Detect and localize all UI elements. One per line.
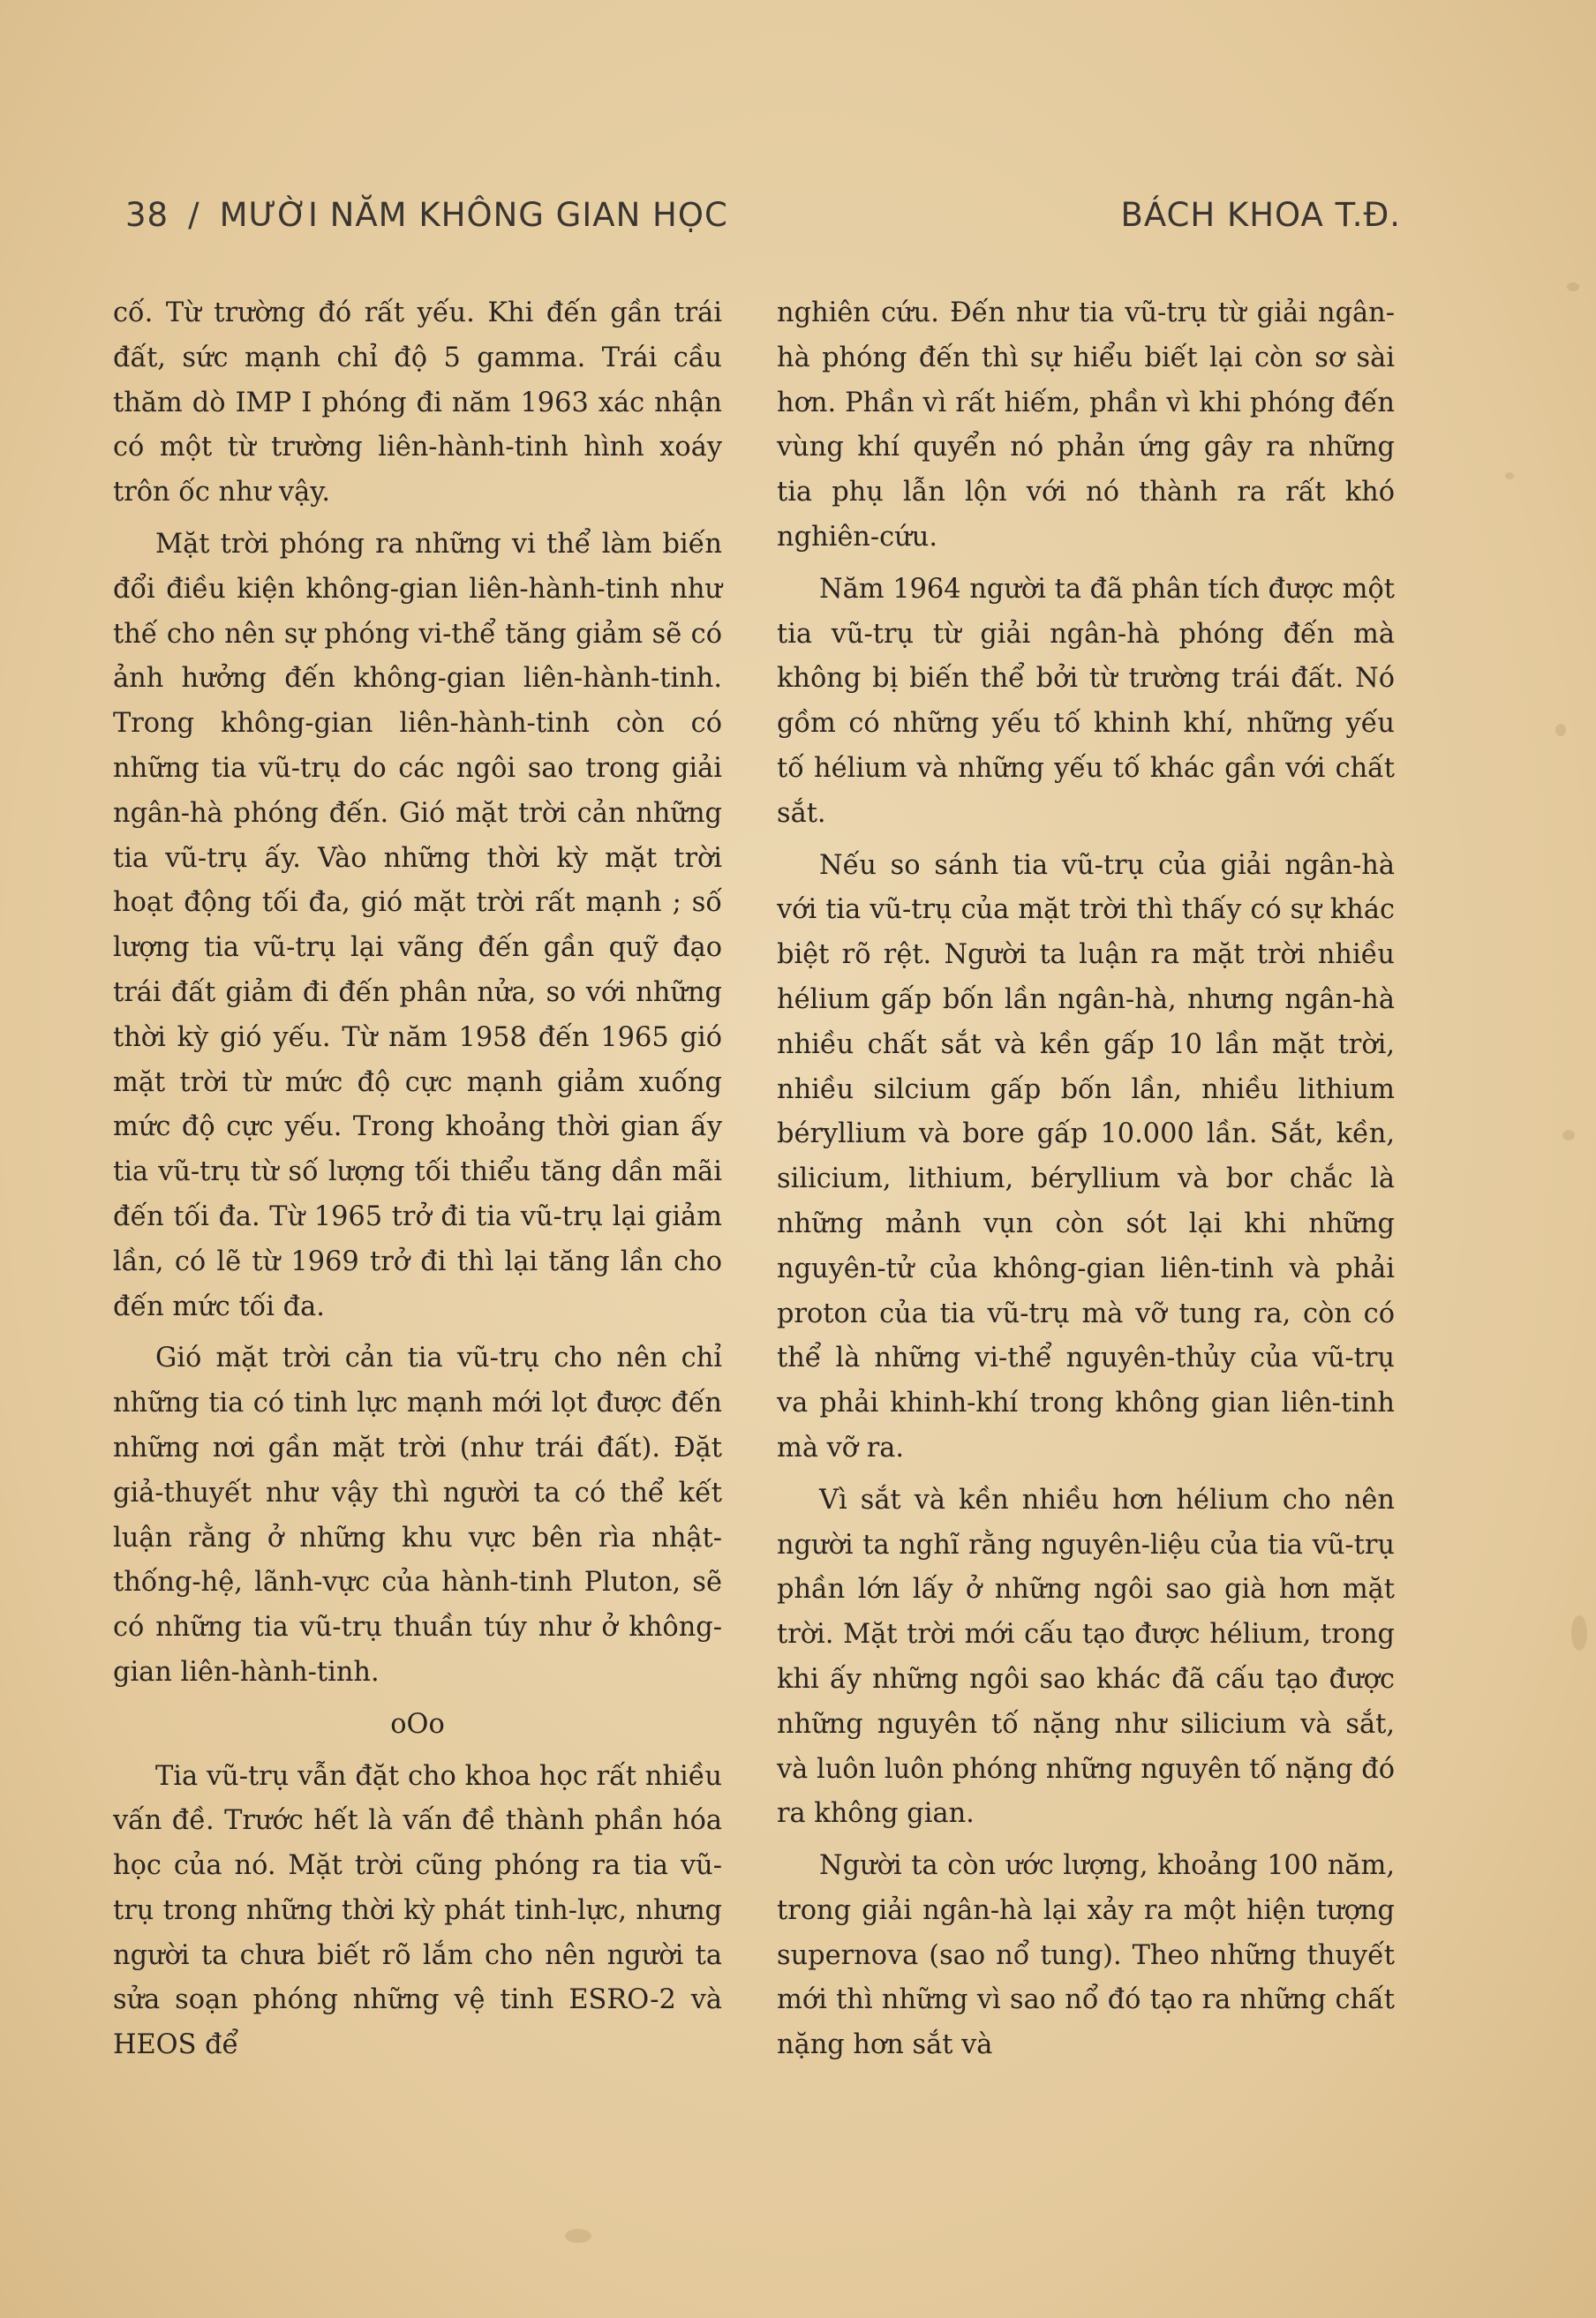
paragraph: nghiên cứu. Đến như tia vũ-trụ từ giải ngân-hà phóng đến thì sự hiểu biết lại còn sơ sài hơn. Phần vì rất hiếm, phần vì khi phóng đến vùng khí quyển nó phản ứng gây ra những tia phụ lẫn lộn với nó thành ra rất khó nghiên-cứu. — [777, 297, 1395, 553]
paragraph: Gió mặt trời cản tia vũ-trụ cho nên chỉ những tia có tinh lực mạnh mới lọt được đến những nơi gần mặt trời (như trái đất). Đặt giả-thuyết như vậy thì người ta có thể kết luận rằng ở những khu vực bên rìa nhật-thống-hệ, lãnh-vực của hành-tinh Pluton, sẽ có những tia vũ-trụ thuần túy như ở không-gian liên-hành-tinh. — [113, 1343, 722, 1688]
header-left — [125, 196, 728, 234]
paper-stain — [1555, 724, 1566, 736]
paper-stain — [1567, 282, 1579, 291]
paragraph: Tia vũ-trụ vẫn đặt cho khoa học rất nhiều vấn đề. Trước hết là vấn đề thành phần hóa học của nó. Mặt trời cũng phóng ra tia vũ-trụ trong những thời kỳ phát tinh-lực, nhưng người ta chưa biết rõ lắm cho nên người ta sửa soạn phóng những vệ tinh ESRO-2 và HEOS để — [113, 1760, 722, 2061]
header-separator: / — [188, 196, 200, 234]
paragraph: Người ta còn ước lượng, khoảng 100 năm, trong giải ngân-hà lại xảy ra một hiện tượng supernova (sao nổ tung). Theo những thuyết mới thì những vì sao nổ đó tạo ra những chất nặng hơn sắt và — [777, 1850, 1395, 2061]
section-divider: oOo — [390, 1708, 445, 1740]
paper-stain — [1505, 472, 1514, 479]
page-number: 38 — [125, 196, 169, 234]
paragraph: Nếu so sánh tia vũ-trụ của giải ngân-hà với tia vũ-trụ của mặt trời thì thấy có sự khác biệt rõ rệt. Người ta luận ra mặt trời nhiều hélium gấp bốn lần ngân-hà, nhưng ngân-hà nhiều chất sắt và kền gấp 10 lần mặt trời, nhiều silcium gấp bốn lần, nhiều lithium béryllium và bore gấp 10.000 lần. Sắt, kền, silicium, lithium, béryllium và bor chắc là những mảnh vụn còn sót lại khi những nguyên-tử của không-gian liên-tinh và phải proton của tia vũ-trụ mà vỡ tung ra, còn có thể là những vi-thể nguyên-thủy của vũ-trụ va phải khinh-khí trong không gian liên-tinh mà vỡ ra. — [777, 849, 1395, 1464]
running-title: MƯỜI NĂM KHÔNG GIAN HỌC — [219, 196, 728, 234]
left-column — [113, 291, 722, 2233]
page-header — [125, 196, 1401, 249]
paragraph: cố. Từ trường đó rất yếu. Khi đến gần trái đất, sức mạnh chỉ độ 5 gamma. Trái cầu thăm dò IMP I phóng đi năm 1963 xác nhận có một từ trường liên-hành-tinh hình xoáy trôn ốc như vậy. — [113, 297, 722, 508]
paragraph: Vì sắt và kền nhiều hơn hélium cho nên người ta nghĩ rằng nguyên-liệu của tia vũ-trụ phần lớn lấy ở những ngôi sao già hơn mặt trời. Mặt trời mới cấu tạo được hélium, trong khi ấy những ngôi sao khác đã cấu tạo được những nguyên tố nặng như silicium và sắt, và luôn luôn phóng những nguyên tố nặng đó ra không gian. — [777, 1484, 1395, 1830]
right-column — [777, 291, 1395, 2233]
paper-stain — [1571, 1615, 1587, 1651]
paragraph: Năm 1964 người ta đã phân tích được một tia vũ-trụ từ giải ngân-hà phóng đến mà không bị biến thể bởi từ trường trái đất. Nó gồm có những yếu tố khinh khí, những yếu tố hélium và những yếu tố khác gần với chất sắt. — [777, 573, 1395, 829]
paper-stain — [1562, 1130, 1575, 1140]
publication-name: BÁCH KHOA T.Đ. — [1120, 196, 1401, 234]
paragraph: Mặt trời phóng ra những vi thể làm biến đổi điều kiện không-gian liên-hành-tinh như thế cho nên sự phóng vi-thể tăng giảm sẽ có ảnh hưởng đến không-gian liên-hành-tinh. Trong không-gian liên-hành-tinh còn có những tia vũ-trụ do các ngôi sao trong giải ngân-hà phóng đến. Gió mặt trời cản những tia vũ-trụ ấy. Vào những thời kỳ mặt trời hoạt động tối đa, gió mặt trời rất mạnh ; số lượng tia vũ-trụ lại vãng đến gần quỹ đạo trái đất giảm đi đến phân nửa, so với những thời kỳ gió yếu. Từ năm 1958 đến 1965 gió mặt trời từ mức độ cực mạnh giảm xuống mức độ cực yếu. Trong khoảng thời gian ấy tia vũ-trụ từ số lượng tối thiểu tăng dần mãi đến tối đa. Từ 1965 trở đi tia vũ-trụ lại giảm lần, có lẽ từ 1969 trở đi thì lại tăng lần cho đến mức tối đa. — [113, 528, 722, 1322]
